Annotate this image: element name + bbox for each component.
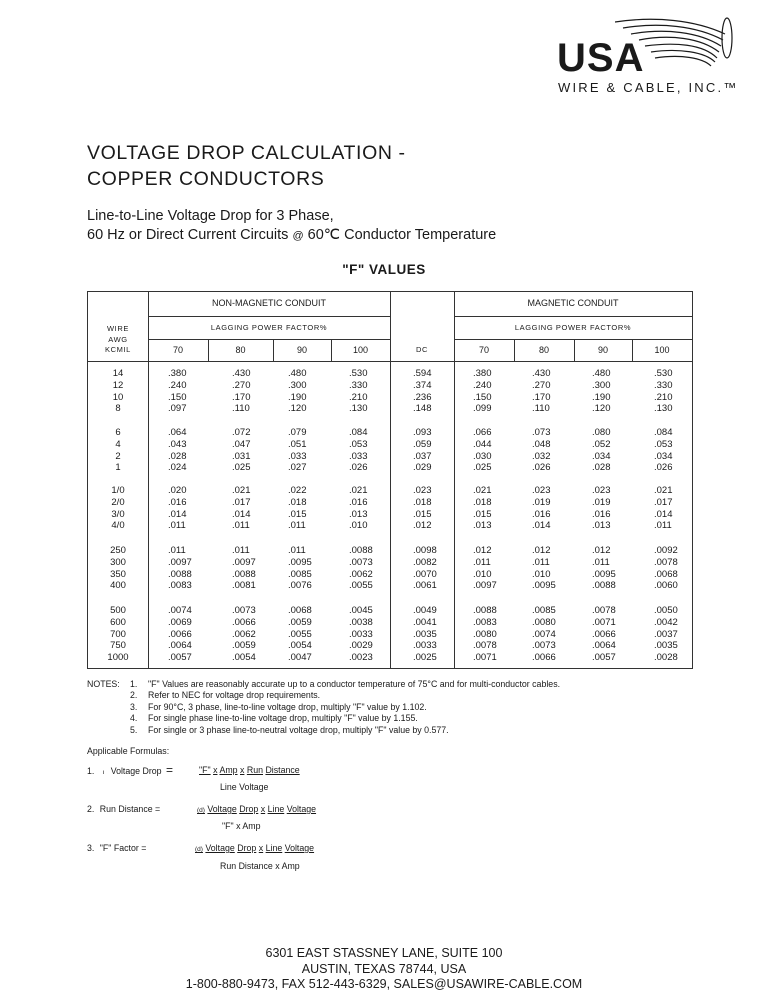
f-value-cell: .480 .300 .190 .120 — [592, 368, 611, 415]
f-value-cell: .530 .330 .210 .130 — [654, 368, 673, 415]
formula-label: Run Distance = — [99, 804, 161, 814]
pf-col-header: 70 — [478, 345, 489, 355]
f-value-cell: .021 .018 .015 .013 — [473, 485, 492, 532]
subtitle-line-2b: 60℃ Conductor Temperature — [307, 227, 497, 243]
f-value-cell: .023 .018 .015 .012 — [413, 485, 432, 532]
title-line-2: COPPER CONDUCTORS — [87, 168, 325, 190]
formula-1-denominator: Line Voltage — [220, 782, 269, 792]
notes-list — [130, 679, 730, 736]
formula-term: "F" — [199, 765, 211, 775]
note-text: "F" Values are reasonably accurate up to a conductor temperature of 75°C and for multi-conductor cables. — [148, 679, 561, 689]
f-value-cell: .023 .019 .016 .014 — [532, 485, 551, 532]
f-value-cell: .080 .052 .034 .028 — [592, 427, 611, 474]
f-value-cell: .020 .016 .014 .011 — [168, 485, 187, 532]
pf-col-header: 100 — [352, 345, 369, 355]
f-value-cell: .064 .043 .028 .024 — [168, 427, 187, 474]
f-value-cell: .0074 .0069 .0066 .0064 .0057 — [168, 605, 192, 664]
f-value-cell: .079 .051 .033 .027 — [288, 427, 307, 474]
logo-usa-text: USA — [557, 36, 645, 80]
note-number: 2. — [130, 690, 138, 701]
f-value-cell: .012 .011 .0095 .0088 — [592, 545, 616, 592]
formula-term: Voltage — [284, 843, 315, 853]
notes-label: NOTES: — [87, 679, 120, 689]
table-hline — [454, 339, 692, 340]
formula-term: Voltage — [205, 843, 235, 853]
title-line-1: VOLTAGE DROP CALCULATION - — [87, 142, 406, 164]
table-hline — [454, 316, 692, 317]
formula-label: "F" Factor = — [99, 843, 147, 853]
f-value-cell: .093 .059 .037 .029 — [413, 427, 432, 474]
formula-prefix: (d) — [195, 846, 203, 853]
lagging-pf-header-nonmagnetic: LAGGING POWER FACTOR% — [210, 323, 328, 332]
formula-term: Drop — [237, 843, 257, 853]
dc-header: DC — [415, 345, 429, 354]
f-value-cell: .011 .0097 .0088 .0083 — [168, 545, 192, 592]
formula-number: 3. — [87, 843, 95, 853]
wire-size-cell: 250 300 350 400 — [110, 545, 126, 592]
footer-address — [0, 946, 768, 993]
formula-term: Drop — [239, 804, 259, 814]
formula-term: Distance — [265, 765, 300, 775]
f-values-table — [87, 291, 693, 669]
note-item — [130, 725, 730, 736]
pf-col-header: 90 — [296, 345, 307, 355]
f-value-cell: .066 .044 .030 .025 — [473, 427, 492, 474]
formula-term: x — [260, 804, 266, 814]
formula-2 — [87, 804, 160, 815]
f-value-cell: .480 .300 .190 .120 — [288, 368, 307, 415]
formula-label: Voltage Drop — [110, 766, 162, 776]
table-hline — [148, 339, 390, 340]
note-text: Refer to NEC for voltage drop requirements. — [148, 690, 321, 701]
magnetic-conduit-header: MAGNETIC CONDUIT — [527, 298, 619, 308]
table-hline — [88, 361, 692, 362]
wire-size-cell: 500 600 700 750 1000 — [107, 605, 129, 664]
formula-3 — [87, 843, 146, 854]
logo-company-text: WIRE & CABLE, INC.™ — [558, 80, 739, 95]
f-value-cell: .084 .053 .033 .026 — [349, 427, 368, 474]
note-item — [130, 690, 730, 701]
f-value-cell: .084 .053 .034 .026 — [654, 427, 673, 474]
subtitle-line-2a: 60 Hz or Direct Current Circuits — [87, 227, 289, 243]
page-title — [87, 140, 406, 192]
note-text: For single or 3 phase line-to-neutral voltage drop, multiply "F" value by 0.577. — [148, 724, 449, 735]
f-value-cell: .073 .048 .032 .026 — [532, 427, 551, 474]
formula-mark: ι — [102, 769, 105, 776]
pf-col-header: 80 — [235, 345, 246, 355]
subtitle-at: @ — [292, 230, 304, 242]
wire-size-cell: 6 4 2 1 — [115, 427, 121, 474]
f-value-cell: .023 .019 .016 .013 — [592, 485, 611, 532]
pf-col-header: 100 — [654, 345, 670, 355]
f-value-cell: .0085 .0080 .0074 .0073 .0066 — [532, 605, 556, 664]
formula-number: 2. — [87, 804, 95, 814]
f-value-cell: .021 .017 .014 .011 — [232, 485, 251, 532]
subtitle-line-2 — [87, 226, 496, 246]
note-item — [130, 679, 730, 690]
formula-term: Line — [265, 843, 283, 853]
formula-3-denominator: Run Distance x Amp — [220, 861, 300, 871]
footer-line-2: AUSTIN, TEXAS 78744, USA — [301, 961, 467, 976]
note-item — [130, 702, 730, 713]
nonmagnetic-conduit-header: NON-MAGNETIC CONDUIT — [212, 298, 326, 308]
formula-2-numerator — [197, 804, 316, 816]
f-value-cell: .0088 .0083 .0080 .0078 .0071 — [473, 605, 497, 664]
note-number: 1. — [130, 679, 138, 689]
f-value-cell: .0050 .0042 .0037 .0035 .0028 — [654, 605, 678, 664]
footer-line-3: 1-800-880-9473, FAX 512-443-6329, SALES@USAWIRE-CABLE.COM — [185, 977, 583, 991]
table-hline — [148, 316, 390, 317]
note-text: For single phase line-to-line voltage drop, multiply "F" value by 1.155. — [148, 713, 418, 724]
note-item — [130, 713, 730, 724]
formula-term: x — [213, 765, 218, 775]
note-text: For 90°C, 3 phase, line-to-line voltage drop, multiply "F" value by 1.102. — [148, 701, 427, 712]
page-subtitle — [87, 207, 496, 246]
f-value-cell: .0098 .0082 .0070 .0061 — [413, 545, 437, 592]
formula-term: x — [240, 765, 245, 775]
f-value-cell: .0073 .0066 .0062 .0059 .0054 — [232, 605, 256, 664]
f-value-cell: .0088 .0073 .0062 .0055 — [349, 545, 373, 592]
formulas-heading: Applicable Formulas: — [87, 746, 170, 756]
formula-term: Voltage — [286, 804, 317, 814]
f-value-cell: .0045 .0038 .0033 .0029 .0023 — [349, 605, 373, 664]
wire-awg-kcmil-header: WIRE AWG KCMIL — [105, 324, 131, 354]
f-value-cell: .430 .270 .170 .110 — [232, 368, 251, 415]
formula-1 — [87, 765, 173, 778]
formula-equals: = — [166, 763, 174, 777]
note-number: 4. — [130, 713, 138, 724]
formula-number: 1. — [87, 766, 95, 776]
f-value-cell: .430 .270 .170 .110 — [532, 368, 551, 415]
formula-term: Line — [267, 804, 285, 814]
lagging-pf-header-magnetic: LAGGING POWER FACTOR% — [514, 323, 632, 332]
pf-col-header: 90 — [597, 345, 608, 355]
f-value-cell: .072 .047 .031 .025 — [232, 427, 251, 474]
f-value-cell: .594 .374 .236 .148 — [413, 368, 432, 415]
f-value-cell: .530 .330 .210 .130 — [349, 368, 368, 415]
f-value-cell: .021 .016 .013 .010 — [349, 485, 368, 532]
wire-size-cell: 1/0 2/0 3/0 4/0 — [111, 485, 125, 532]
f-value-cell: .011 .0097 .0088 .0081 — [232, 545, 256, 592]
footer-line-1: 6301 EAST STASSNEY LANE, SUITE 100 — [265, 946, 503, 960]
formula-term: Voltage — [207, 804, 237, 814]
formula-term: Amp — [219, 765, 238, 775]
f-value-cell: .022 .018 .015 .011 — [288, 485, 307, 532]
f-values-heading: "F" VALUES — [342, 262, 426, 277]
formula-term: Run — [246, 765, 263, 775]
formula-term: x — [258, 843, 264, 853]
f-value-cell: .380 .240 .150 .097 — [168, 368, 187, 415]
subtitle-line-1: Line-to-Line Voltage Drop for 3 Phase, — [87, 208, 334, 224]
f-value-cell: .380 .240 .150 .099 — [473, 368, 492, 415]
f-value-cell: .0092 .0078 .0068 .0060 — [654, 545, 678, 592]
wire-size-cell: 14 12 10 8 — [112, 368, 124, 415]
formula-prefix: (d) — [197, 807, 205, 814]
f-value-cell: .0049 .0041 .0035 .0033 .0025 — [413, 605, 437, 664]
f-value-cell: .0078 .0071 .0066 .0064 .0057 — [592, 605, 616, 664]
formula-3-numerator — [195, 843, 314, 855]
pf-col-header: 70 — [172, 345, 183, 355]
formula-2-denominator: "F" x Amp — [222, 821, 261, 831]
f-value-cell: .012 .011 .010 .0097 — [473, 545, 497, 592]
pf-col-header: 80 — [538, 345, 549, 355]
f-value-cell: .011 .0095 .0085 .0076 — [288, 545, 312, 592]
note-number: 5. — [130, 724, 138, 735]
formula-1-numerator — [199, 765, 300, 776]
f-value-cell: .021 .017 .014 .011 — [654, 485, 673, 532]
note-number: 3. — [130, 701, 138, 712]
company-logo — [555, 14, 739, 95]
f-value-cell: .012 .011 .010 .0095 — [532, 545, 556, 592]
f-value-cell: .0068 .0059 .0055 .0054 .0047 — [288, 605, 312, 664]
